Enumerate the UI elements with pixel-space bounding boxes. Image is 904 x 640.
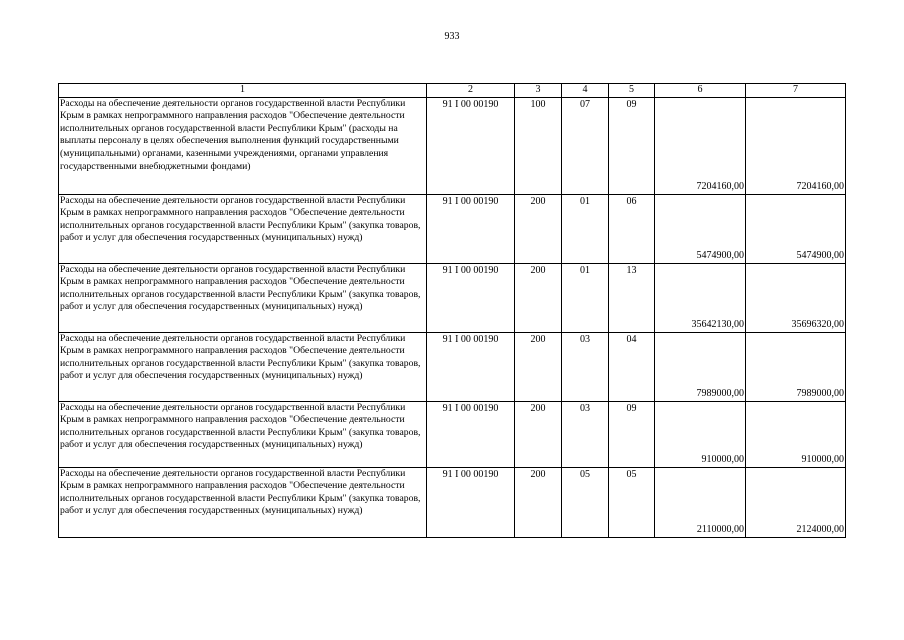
amount-col-6: 7204160,00 [655,97,746,194]
column-header: 6 [655,84,746,98]
expense-type: 100 [515,97,562,194]
expense-type: 200 [515,263,562,332]
target-code: 91 I 00 00190 [427,401,515,467]
target-code: 91 I 00 00190 [427,263,515,332]
expense-description: Расходы на обеспечение деятельности органов государственной власти Республики Крым в рамках непрограммного направления расходов "Обеспечение деятельности исполнительных органов государственной власти Республики Крым" (закупка товаров, работ и услуг для обеспечения государственных (муниципальных) нужд) [59,194,427,263]
amount-col-7: 7204160,00 [746,97,846,194]
amount-col-7: 7989000,00 [746,332,846,401]
subsection-code: 05 [609,467,655,537]
column-header: 4 [562,84,609,98]
section-code: 03 [562,401,609,467]
amount-col-7: 2124000,00 [746,467,846,537]
amount-col-7: 910000,00 [746,401,846,467]
expense-description: Расходы на обеспечение деятельности органов государственной власти Республики Крым в рамках непрограммного направления расходов "Обеспечение деятельности исполнительных органов государственной власти Республики Крым" (закупка товаров, работ и услуг для обеспечения государственных (муниципальных) нужд) [59,332,427,401]
table-row [59,401,846,467]
subsection-code: 13 [609,263,655,332]
amount-col-7: 35696320,00 [746,263,846,332]
expense-description: Расходы на обеспечение деятельности органов государственной власти Республики Крым в рамках непрограммного направления расходов "Обеспечение деятельности исполнительных органов государственной власти Республики Крым" (закупка товаров, работ и услуг для обеспечения государственных (муниципальных) нужд) [59,263,427,332]
table-row [59,263,846,332]
amount-col-6: 35642130,00 [655,263,746,332]
target-code: 91 I 00 00190 [427,467,515,537]
subsection-code: 06 [609,194,655,263]
subsection-code: 09 [609,97,655,194]
column-header: 1 [59,84,427,98]
table-row [59,97,846,194]
section-code: 03 [562,332,609,401]
table-row [59,332,846,401]
column-header: 2 [427,84,515,98]
column-header: 7 [746,84,846,98]
section-code: 01 [562,194,609,263]
expense-description: Расходы на обеспечение деятельности органов государственной власти Республики Крым в рамках непрограммного направления расходов "Обеспечение деятельности исполнительных органов государственной власти Республики Крым" (закупка товаров, работ и услуг для обеспечения государственных (муниципальных) нужд) [59,467,427,537]
expense-type: 200 [515,194,562,263]
page-number: 933 [444,31,460,42]
table-row [59,467,846,537]
target-code: 91 I 00 00190 [427,332,515,401]
amount-col-6: 7989000,00 [655,332,746,401]
expense-type: 200 [515,332,562,401]
table-row [59,194,846,263]
expense-type: 200 [515,467,562,537]
target-code: 91 I 00 00190 [427,194,515,263]
column-header: 3 [515,84,562,98]
subsection-code: 09 [609,401,655,467]
section-code: 01 [562,263,609,332]
expense-description: Расходы на обеспечение деятельности органов государственной власти Республики Крым в рамках непрограммного направления расходов "Обеспечение деятельности исполнительных органов государственной власти Республики Крым" (расходы на выплаты персоналу в целях обеспечения выполнения функций государственными (муниципальными) органами, казенными учреждениями, органами управления государственными внебюджетными фондами) [59,97,427,194]
expense-description: Расходы на обеспечение деятельности органов государственной власти Республики Крым в рамках непрограммного направления расходов "Обеспечение деятельности исполнительных органов государственной власти Республики Крым" (закупка товаров, работ и услуг для обеспечения государственных (муниципальных) нужд) [59,401,427,467]
amount-col-7: 5474900,00 [746,194,846,263]
amount-col-6: 2110000,00 [655,467,746,537]
amount-col-6: 5474900,00 [655,194,746,263]
table-header-row [59,84,846,98]
subsection-code: 04 [609,332,655,401]
target-code: 91 I 00 00190 [427,97,515,194]
section-code: 05 [562,467,609,537]
column-header: 5 [609,84,655,98]
section-code: 07 [562,97,609,194]
expense-type: 200 [515,401,562,467]
budget-table [58,83,846,538]
amount-col-6: 910000,00 [655,401,746,467]
